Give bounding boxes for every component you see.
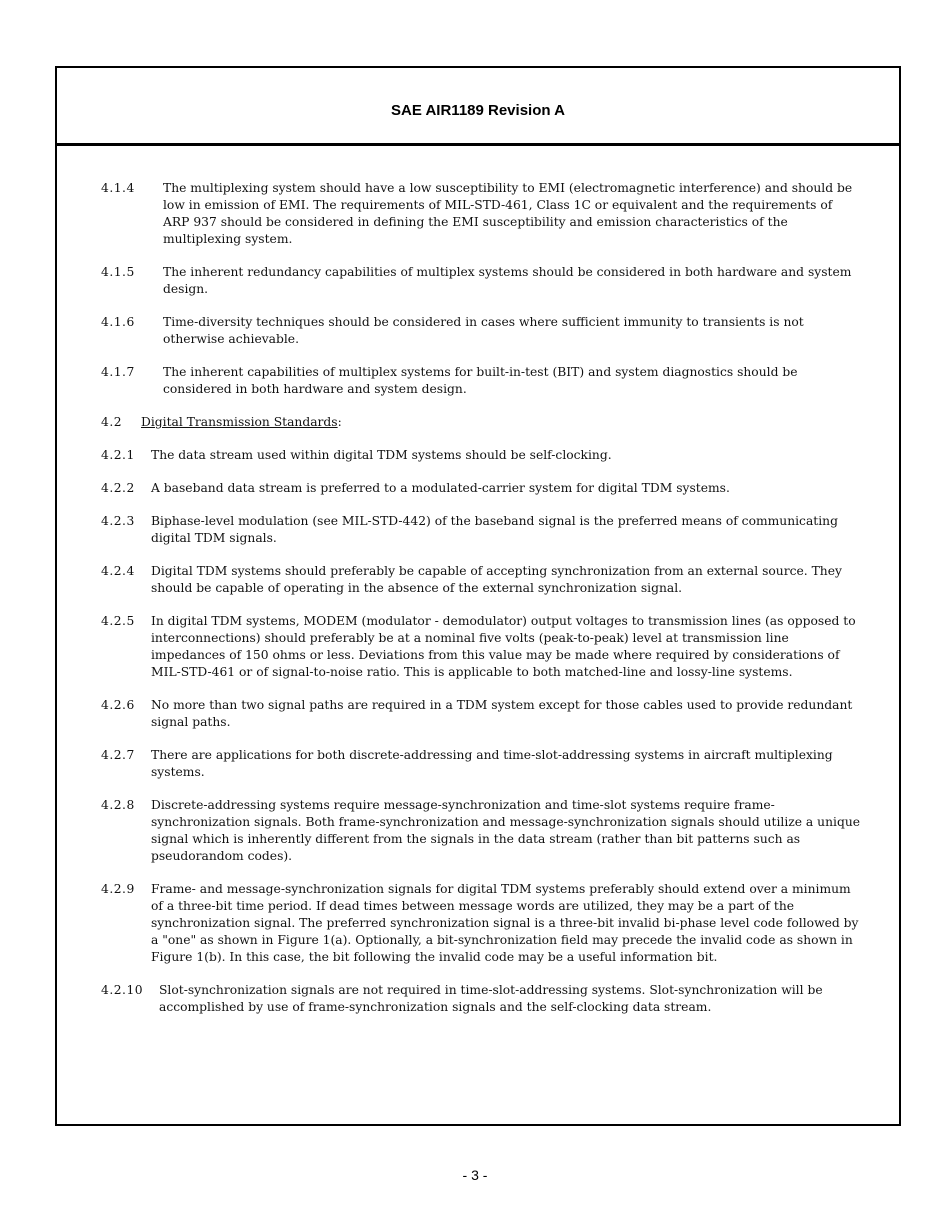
section-text: There are applications for both discrete-addressing and time-slot-addressing systems in aircraft multiplexing systems. [151, 748, 833, 779]
section-text: The data stream used within digital TDM systems should be self-clocking. [151, 448, 612, 462]
section-text: Discrete-addressing systems require message-synchronization and time-slot systems require frame-synchronization signals. Both frame-synchronization and message-synchronization signals should utilize a unique signal which is inherently different from the signals in the data stream (rather than bit patterns such as pseudorandom codes). [151, 798, 861, 863]
section-4-2-1 [101, 447, 861, 464]
section-heading-suffix: : [337, 415, 342, 429]
section-number: 4.2.6 [101, 698, 135, 712]
section-number: 4.1.5 [101, 265, 135, 279]
section-number: 4.1.6 [101, 315, 135, 329]
section-4-2-2 [101, 480, 861, 497]
section-text: The multiplexing system should have a low susceptibility to EMI (electromagnetic interference) and should be low in emission of EMI. The requirements of MIL-STD-461, Class 1C or equivalent and the requirements of ARP 937 should be considered in defining the EMI susceptibility and emission characteristics of the multiplexing system. [163, 181, 853, 246]
section-text: In digital TDM systems, MODEM (modulator - demodulator) output voltages to transmission lines (as opposed to interconnections) should preferably be at a nominal five volts (peak-to-peak) level at transmission line impedances of 150 ohms or less. Deviations from this value may be made where required by considerations of MIL-STD-461 or of signal-to-noise ratio. This is applicable to both matched-line and lossy-line systems. [151, 614, 856, 679]
section-text: Frame- and message-synchronization signals for digital TDM systems preferably should extend over a minimum of a three-bit time period. If dead times between message words are utilized, they may be a part of the synchronization signal. The preferred synchronization signal is a three-bit invalid bi-phase level code followed by a "one" as shown in Figure 1(a). Optionally, a bit-synchronization field may precede the invalid code as shown in Figure 1(b). In this case, the bit following the invalid code may be a useful information bit. [151, 882, 859, 964]
section-4-1-7 [101, 364, 861, 398]
document-title: SAE AIR1189 Revision A [391, 102, 565, 119]
section-4-1-5 [101, 264, 861, 298]
page-number: - 3 - [462, 1167, 488, 1183]
section-text: The inherent redundancy capabilities of multiplex systems should be considered in both hardware and system design. [163, 265, 852, 296]
section-number: 4.2.8 [101, 798, 135, 812]
section-text: Biphase-level modulation (see MIL-STD-442) of the baseband signal is the preferred means of communicating digital TDM signals. [151, 514, 838, 545]
section-text: Time-diversity techniques should be considered in cases where sufficient immunity to transients is not otherwise achievable. [163, 315, 804, 346]
section-text: No more than two signal paths are required in a TDM system except for those cables used to provide redundant signal paths. [151, 698, 853, 729]
section-number: 4.2.7 [101, 748, 135, 762]
section-number: 4.2.3 [101, 514, 135, 528]
section-4-2-8 [101, 797, 861, 865]
section-4-2-10 [101, 982, 861, 1016]
section-heading: Digital Transmission Standards [141, 415, 338, 429]
section-number: 4.2.1 [101, 448, 135, 462]
section-number: 4.2 [101, 415, 123, 429]
section-number: 4.2.9 [101, 882, 135, 896]
section-number: 4.2.2 [101, 481, 135, 495]
section-text: Digital TDM systems should preferably be capable of accepting synchronization from an external source. They should be capable of operating in the absence of the external synchronization signal. [151, 564, 842, 595]
section-number: 4.1.7 [101, 365, 135, 379]
section-4-2-9 [101, 881, 861, 966]
page-frame [55, 66, 901, 1126]
section-number: 4.2.10 [101, 983, 144, 997]
section-4-2-4 [101, 563, 861, 597]
section-text: The inherent capabilities of multiplex systems for built-in-test (BIT) and system diagnostics should be considered in both hardware and system design. [163, 365, 798, 396]
document-body [101, 180, 861, 1032]
section-4-2-heading [101, 414, 861, 431]
section-4-1-6 [101, 314, 861, 348]
section-4-2-7 [101, 747, 861, 781]
section-4-1-4 [101, 180, 861, 248]
section-text: A baseband data stream is preferred to a modulated-carrier system for digital TDM systems. [151, 481, 730, 495]
section-4-2-5 [101, 613, 861, 681]
section-heading-wrap [141, 414, 861, 431]
document-header [57, 68, 899, 146]
section-4-2-6 [101, 697, 861, 731]
section-4-2-3 [101, 513, 861, 547]
section-text: Slot-synchronization signals are not required in time-slot-addressing systems. Slot-synchronization will be accomplished by use of frame-synchronization signals and the self-clocking data stream. [159, 983, 823, 1014]
section-number: 4.1.4 [101, 181, 135, 195]
section-number: 4.2.4 [101, 564, 135, 578]
section-number: 4.2.5 [101, 614, 135, 628]
